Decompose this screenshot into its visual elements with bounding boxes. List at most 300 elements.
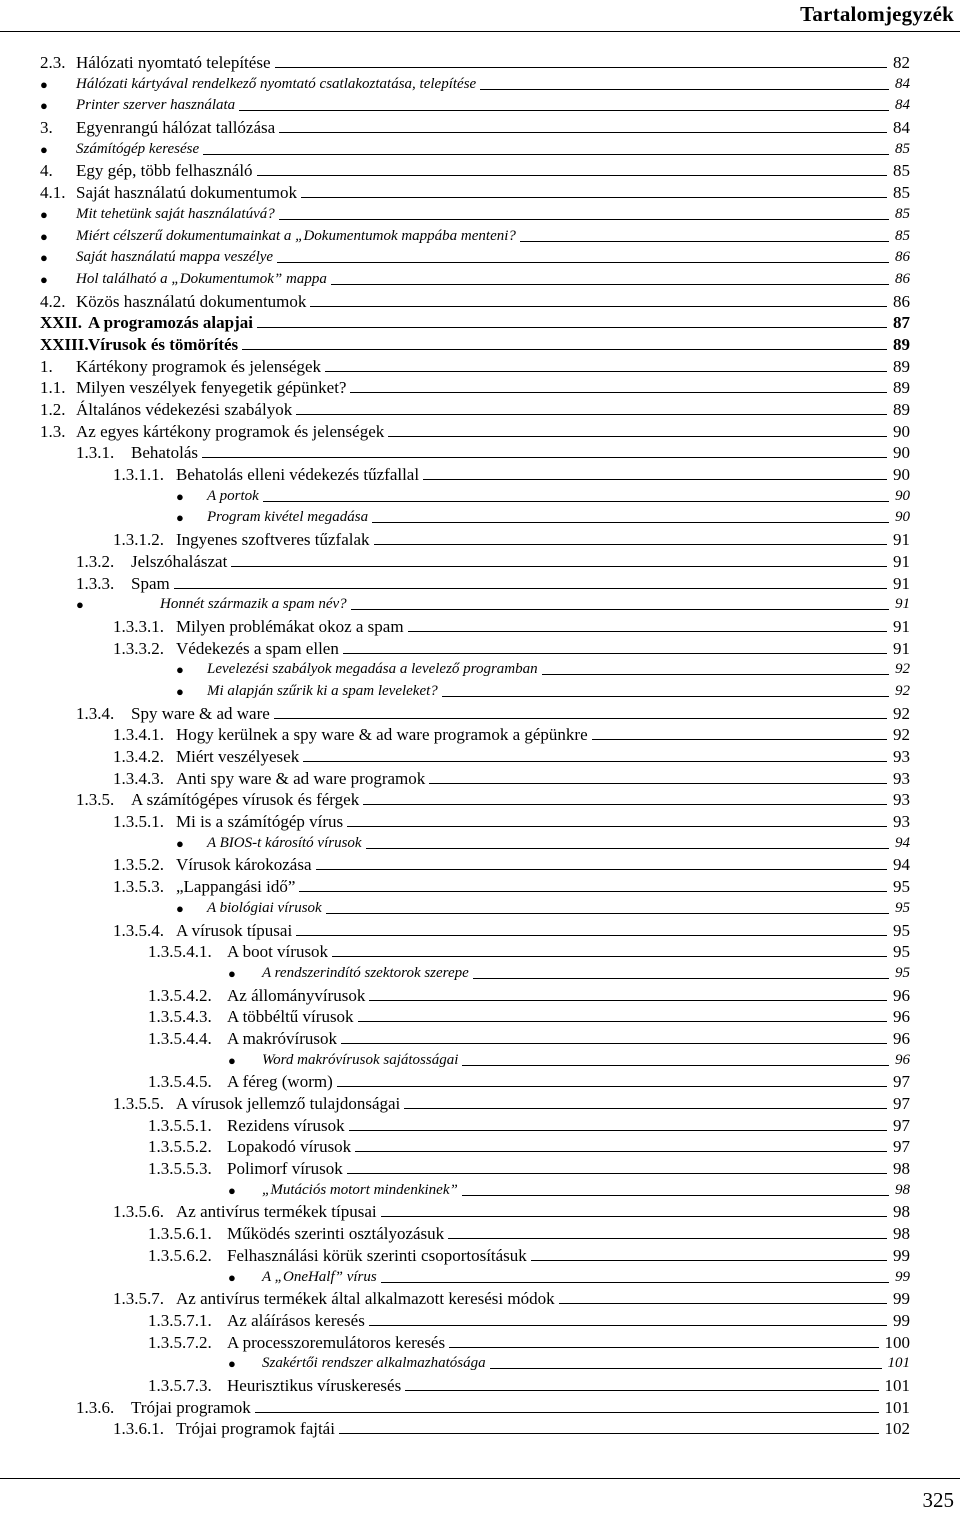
toc-entry-number: 1.: [40, 356, 53, 376]
toc-leader-line: [480, 89, 889, 90]
toc-entry-number: 1.3.5.1.: [113, 812, 164, 832]
toc-page-number: 95: [893, 920, 910, 940]
bullet-icon: ●: [176, 900, 184, 916]
toc-entry-number: 1.3.5.5.: [113, 1094, 164, 1113]
toc-entry-title: A „OneHalf” vírus: [262, 1268, 377, 1285]
toc-leader-line: [542, 674, 889, 675]
toc-page-number: 93: [893, 812, 910, 832]
toc-entry-title: Felhasználási körük szerinti csoportosításuk: [227, 1245, 527, 1265]
toc-leader-line: [381, 1282, 889, 1283]
toc-entry[interactable]: [0, 616, 960, 638]
toc-entry-number: 1.3.5.5.3.: [148, 1159, 212, 1179]
toc-leader-line: [473, 978, 889, 979]
toc-page-number: 84: [895, 75, 910, 92]
toc-entry-title: A portok: [207, 487, 259, 504]
toc-leader-line: [405, 1390, 878, 1391]
toc-page-number: 94: [895, 834, 910, 851]
toc-leader-line: [343, 653, 887, 654]
toc-entry[interactable]: [0, 1093, 960, 1115]
toc-leader-line: [358, 1021, 887, 1022]
toc-page-number: 90: [895, 509, 910, 526]
toc-entry[interactable]: [0, 789, 960, 811]
toc-subentry[interactable]: [0, 898, 960, 920]
toc-page-number: 99: [893, 1310, 910, 1330]
toc-entry-number: 1.3.4.3.: [113, 768, 164, 788]
toc-entry-number: 1.3.4.1.: [113, 725, 164, 745]
toc-entry[interactable]: [0, 1071, 960, 1093]
toc-entry-title: Lopakodó vírusok: [227, 1137, 352, 1157]
toc-leader-line: [363, 804, 887, 805]
toc-entry[interactable]: [0, 551, 960, 573]
toc-page-number: 91: [893, 530, 910, 550]
toc-entry[interactable]: [0, 334, 960, 356]
toc-leader-line: [462, 1065, 889, 1066]
toc-page-number: 91: [893, 551, 910, 571]
toc-subentry[interactable]: [0, 1267, 960, 1289]
toc-entry-number: 1.3.5.6.2.: [148, 1245, 212, 1265]
toc-leader-line: [366, 848, 889, 849]
bullet-icon: ●: [228, 965, 236, 981]
bullet-icon: ●: [176, 835, 184, 851]
toc-leader-line: [388, 436, 887, 437]
bullet-icon: ●: [228, 1052, 236, 1068]
toc-leader-line: [429, 783, 887, 784]
toc-entry-title: Saját használatú mappa veszélye: [76, 249, 274, 266]
toc-entry-title: Saját használatú dokumentumok: [76, 183, 297, 203]
toc-entry[interactable]: [0, 442, 960, 464]
toc-leader-line: [381, 1216, 887, 1217]
toc-entry-number: 1.3.5.6.: [113, 1202, 164, 1222]
toc-entry-title: A vírusok jellemző tulajdonságai: [176, 1094, 401, 1113]
toc-entry-number: 1.3.5.4.3.: [148, 1007, 212, 1027]
toc-entry-number: 1.3.5.4.1.: [148, 942, 212, 962]
toc-page-number: 96: [893, 1028, 910, 1048]
toc-entry[interactable]: [0, 1332, 960, 1354]
toc-entry[interactable]: [0, 1201, 960, 1223]
toc-leader-line: [490, 1368, 882, 1369]
toc-leader-line: [559, 1303, 887, 1304]
toc-leader-line: [350, 392, 887, 393]
toc-entry[interactable]: [0, 1028, 960, 1050]
toc-entry-title: A féreg (worm): [227, 1072, 333, 1092]
toc-entry[interactable]: [0, 356, 960, 378]
toc-entry-title: A BIOS-t károsító vírusok: [207, 834, 362, 851]
toc-entry-number: 1.3.5.7.3.: [148, 1375, 212, 1395]
toc-leader-line: [423, 479, 887, 480]
toc-entry-number: 4.1.: [40, 183, 66, 203]
toc-page-number: 95: [893, 942, 910, 962]
bullet-icon: ●: [176, 662, 184, 678]
toc-entry-title: „Mutációs motort mindenkinek”: [262, 1181, 458, 1198]
toc-subentry[interactable]: [0, 226, 960, 248]
bullet-icon: ●: [176, 683, 184, 699]
table-of-contents: [0, 52, 960, 1440]
toc-entry-number: 1.2.: [40, 400, 66, 419]
toc-leader-line: [296, 935, 887, 936]
toc-leader-line: [299, 891, 887, 892]
toc-leader-line: [174, 588, 887, 589]
toc-leader-line: [448, 1238, 887, 1239]
toc-entry[interactable]: [0, 1418, 960, 1440]
toc-entry-title: Printer szerver használata: [76, 97, 236, 114]
toc-leader-line: [369, 1000, 887, 1001]
toc-subentry[interactable]: [0, 95, 960, 117]
toc-subentry[interactable]: [0, 247, 960, 269]
toc-entry[interactable]: [0, 811, 960, 833]
toc-subentry[interactable]: [0, 833, 960, 855]
toc-entry-title: Mit tehetünk saját használatúvá?: [76, 205, 275, 222]
toc-entry[interactable]: [0, 1136, 960, 1158]
toc-entry-title: „Lappangási idő”: [176, 877, 296, 897]
toc-entry[interactable]: [0, 52, 960, 74]
toc-page-number: 95: [895, 899, 910, 916]
page-number: 325: [922, 1488, 954, 1512]
toc-entry[interactable]: [0, 464, 960, 486]
toc-entry[interactable]: [0, 1288, 960, 1310]
toc-page-number: 96: [893, 1007, 910, 1027]
toc-entry[interactable]: [0, 529, 960, 551]
toc-subentry[interactable]: [0, 659, 960, 681]
toc-subentry[interactable]: [0, 74, 960, 96]
toc-leader-line: [351, 609, 889, 610]
toc-entry-number: 1.3.1.2.: [113, 530, 164, 550]
toc-page-number: 92: [893, 725, 910, 745]
toc-entry-number: 1.3.5.4.: [113, 920, 164, 940]
toc-page-number: 101: [884, 1397, 910, 1417]
toc-entry-number: XXIII.: [40, 334, 89, 354]
toc-entry-title: Jelszóhalászat: [131, 551, 228, 571]
toc-entry-title: Az antivírus termékek által alkalmazott keresési módok: [176, 1289, 555, 1309]
toc-entry-number: 1.3.5.: [76, 790, 115, 810]
toc-entry-title: Hogy kerülnek a spy ware & ad ware programok a gépünkre: [176, 725, 588, 745]
toc-entry[interactable]: [0, 160, 960, 182]
toc-entry-number: 1.3.3.: [76, 573, 115, 593]
toc-page-number: 82: [893, 53, 910, 72]
toc-leader-line: [332, 956, 887, 957]
bullet-icon: ●: [40, 228, 48, 244]
toc-page-number: 85: [893, 183, 910, 203]
toc-page-number: 101: [884, 1375, 910, 1395]
toc-leader-line: [279, 132, 887, 133]
page-header: [0, 0, 960, 34]
toc-page-number: 89: [893, 400, 910, 419]
toc-entry[interactable]: [0, 377, 960, 399]
toc-leader-line: [592, 739, 887, 740]
bullet-icon: ●: [176, 510, 184, 526]
toc-entry-number: 1.3.3.2.: [113, 638, 164, 658]
bullet-icon: ●: [40, 76, 48, 92]
toc-entry-title: Az aláírásos keresés: [227, 1310, 365, 1330]
toc-page-number: 99: [893, 1289, 910, 1309]
toc-page-number: 97: [893, 1094, 910, 1113]
toc-leader-line: [404, 1108, 887, 1109]
toc-entry-title: Vírusok és tömörítés: [88, 334, 239, 354]
toc-entry[interactable]: [0, 399, 960, 421]
toc-entry-title: Szakértői rendszer alkalmazhatósága: [262, 1355, 486, 1372]
toc-entry-title: Heurisztikus víruskeresés: [227, 1375, 402, 1395]
toc-entry-number: 1.3.5.4.5.: [148, 1072, 212, 1092]
toc-entry[interactable]: [0, 1006, 960, 1028]
bullet-icon: ●: [40, 250, 48, 266]
toc-entry-number: 4.2.: [40, 291, 66, 311]
toc-entry-title: Egy gép, több felhasználó: [76, 161, 253, 181]
toc-page-number: 97: [893, 1137, 910, 1157]
toc-entry[interactable]: [0, 768, 960, 790]
toc-subentry[interactable]: [0, 963, 960, 985]
toc-page-number: 100: [884, 1332, 910, 1352]
bullet-icon: ●: [228, 1356, 236, 1372]
toc-page-number: 93: [893, 790, 910, 810]
toc-page-number: 85: [895, 227, 910, 244]
toc-entry-number: 1.3.1.1.: [113, 465, 164, 485]
toc-page-number: 96: [895, 1051, 910, 1068]
toc-leader-line: [520, 241, 889, 242]
toc-leader-line: [442, 696, 889, 697]
toc-page-number: 89: [893, 378, 910, 398]
toc-entry[interactable]: [0, 985, 960, 1007]
bullet-icon: ●: [176, 488, 184, 504]
toc-page-number: 99: [895, 1268, 910, 1285]
toc-entry-title: Az egyes kártékony programok és jelenségek: [76, 421, 385, 441]
toc-leader-line: [531, 1260, 887, 1261]
toc-entry-number: XXII.: [40, 313, 83, 333]
toc-leader-line: [369, 1325, 887, 1326]
toc-entry-title: Word makróvírusok sajátosságai: [262, 1051, 459, 1068]
toc-entry-number: 1.3.6.: [76, 1397, 115, 1417]
bullet-icon: ●: [228, 1269, 236, 1285]
toc-entry[interactable]: [0, 746, 960, 768]
toc-entry-title: Mi is a számítógép vírus: [176, 812, 344, 832]
toc-leader-line: [339, 1433, 879, 1434]
toc-subentry[interactable]: [0, 486, 960, 508]
toc-page-number: 86: [895, 249, 910, 266]
toc-entry-title: Általános védekezési szabályok: [76, 400, 293, 419]
bullet-icon: ●: [228, 1182, 236, 1198]
toc-leader-line: [341, 1043, 887, 1044]
toc-leader-line: [316, 869, 888, 870]
toc-leader-line: [462, 1195, 889, 1196]
toc-entry-number: 3.: [40, 118, 53, 138]
toc-entry[interactable]: [0, 920, 960, 942]
toc-entry-number: 1.3.5.4.4.: [148, 1028, 212, 1048]
toc-entry-number: 1.3.4.2.: [113, 747, 164, 766]
toc-page-number: 85: [895, 140, 910, 157]
toc-page-number: 91: [893, 573, 910, 593]
toc-leader-line: [349, 1130, 887, 1131]
toc-page-number: 95: [895, 964, 910, 981]
toc-subentry[interactable]: [0, 269, 960, 291]
toc-leader-line: [275, 67, 888, 68]
toc-page-number: 101: [887, 1355, 910, 1372]
toc-entry-title: A processzoremulátoros keresés: [227, 1332, 446, 1352]
toc-leader-line: [301, 197, 887, 198]
toc-page-number: 98: [893, 1202, 910, 1222]
toc-subentry[interactable]: [0, 204, 960, 226]
toc-entry-number: 1.3.5.7.: [113, 1289, 164, 1309]
bullet-icon: ●: [40, 141, 48, 157]
toc-entry-title: Levelezési szabályok megadása a levelező programban: [207, 661, 538, 678]
toc-leader-line: [331, 284, 889, 285]
toc-page-number: 85: [893, 161, 910, 181]
toc-entry-title: Számítógép keresése: [76, 140, 200, 157]
toc-subentry[interactable]: [0, 1050, 960, 1072]
toc-entry-number: 1.3.1.: [76, 443, 115, 463]
toc-page-number: 92: [893, 703, 910, 723]
toc-entry-title: Behatolás: [131, 443, 199, 463]
toc-subentry[interactable]: [0, 507, 960, 529]
toc-entry-number: 1.3.5.3.: [113, 877, 164, 897]
toc-entry-title: Hol található a „Dokumentumok” mappa: [76, 270, 327, 287]
toc-entry[interactable]: [0, 1375, 960, 1397]
toc-entry-number: 2.3.: [40, 53, 66, 72]
toc-entry[interactable]: [0, 638, 960, 660]
toc-entry[interactable]: [0, 117, 960, 139]
toc-entry-title: Polimorf vírusok: [227, 1159, 343, 1179]
toc-entry-title: Milyen problémákat okoz a spam: [176, 616, 404, 636]
toc-entry-number: 4.: [40, 161, 53, 181]
toc-entry[interactable]: [0, 1397, 960, 1419]
toc-entry-title: Ingyenes szoftveres tűzfalak: [176, 530, 370, 550]
toc-entry-number: 1.3.5.6.1.: [148, 1224, 212, 1244]
toc-entry-number: 1.3.2.: [76, 551, 115, 571]
toc-page-number: 98: [893, 1224, 910, 1244]
toc-leader-line: [263, 501, 889, 502]
toc-leader-line: [255, 1412, 879, 1413]
toc-page-number: 91: [893, 638, 910, 658]
toc-entry-title: A biológiai vírusok: [207, 899, 322, 916]
bullet-icon: ●: [40, 206, 48, 222]
toc-entry[interactable]: [0, 291, 960, 313]
toc-page-number: 90: [893, 465, 910, 485]
toc-leader-line: [408, 631, 887, 632]
toc-leader-line: [355, 1151, 887, 1152]
toc-entry-number: 1.3.5.7.1.: [148, 1310, 212, 1330]
toc-entry-title: Hálózati nyomtató telepítése: [76, 53, 271, 72]
toc-entry[interactable]: [0, 941, 960, 963]
toc-leader-line: [257, 175, 887, 176]
toc-page-number: 96: [893, 985, 910, 1005]
toc-entry-title: A programozás alapjai: [88, 313, 253, 333]
toc-entry[interactable]: [0, 854, 960, 876]
toc-leader-line: [337, 1086, 887, 1087]
toc-leader-line: [239, 110, 889, 111]
toc-page-number: 93: [893, 747, 910, 766]
page-title: Tartalomjegyzék: [800, 2, 954, 26]
footer-rule: [0, 1478, 960, 1479]
toc-entry-title: Mi alapján szűrik ki a spam leveleket?: [207, 682, 438, 699]
toc-page-number: 90: [895, 487, 910, 504]
toc-page-number: 86: [893, 291, 910, 311]
toc-page-number: 89: [893, 334, 910, 354]
toc-leader-line: [347, 1173, 887, 1174]
toc-entry[interactable]: [0, 703, 960, 725]
toc-page-number: 84: [893, 118, 910, 138]
toc-entry-title: Kártékony programok és jelenségek: [76, 356, 321, 376]
toc-entry-title: Hálózati kártyával rendelkező nyomtató csatlakoztatása, telepítése: [76, 75, 477, 92]
toc-leader-line: [325, 371, 887, 372]
toc-entry[interactable]: [0, 312, 960, 334]
toc-leader-line: [279, 219, 889, 220]
toc-page-number: 93: [893, 768, 910, 788]
toc-page-number: 97: [893, 1072, 910, 1092]
toc-page-number: 91: [893, 616, 910, 636]
toc-entry-number: 1.1.: [40, 378, 66, 398]
toc-page-number: 85: [895, 205, 910, 222]
toc-subentry[interactable]: [0, 1353, 960, 1375]
toc-page-number: 87: [893, 313, 910, 333]
toc-entry-title: A vírusok típusai: [176, 920, 293, 940]
toc-page-number: 97: [893, 1115, 910, 1135]
toc-page-number: 94: [893, 855, 910, 875]
toc-entry[interactable]: [0, 1158, 960, 1180]
toc-entry-title: Egyenrangú hálózat tallózása: [76, 118, 276, 138]
toc-entry-number: 1.3.5.2.: [113, 855, 164, 875]
toc-page-number: 102: [884, 1419, 910, 1439]
toc-entry-title: A számítógépes vírusok és férgek: [131, 790, 360, 810]
toc-entry[interactable]: [0, 1115, 960, 1137]
toc-entry-number: 1.3.5.5.1.: [148, 1115, 212, 1135]
toc-page-number: 84: [895, 97, 910, 114]
toc-page-number: 91: [895, 596, 910, 613]
toc-page-number: 90: [893, 421, 910, 441]
toc-entry[interactable]: [0, 1310, 960, 1332]
toc-entry-title: Spy ware & ad ware: [131, 703, 270, 723]
toc-entry[interactable]: [0, 876, 960, 898]
toc-entry-title: A rendszerindító szektorok szerepe: [262, 964, 469, 981]
toc-entry-title: Az állományvírusok: [227, 985, 366, 1005]
toc-leader-line: [296, 414, 887, 415]
toc-entry[interactable]: [0, 1245, 960, 1267]
toc-entry-number: 1.3.5.7.2.: [148, 1332, 212, 1352]
toc-entry-title: Rezidens vírusok: [227, 1115, 345, 1135]
toc-leader-line: [374, 544, 887, 545]
toc-entry[interactable]: [0, 1223, 960, 1245]
bullet-icon: ●: [76, 597, 84, 613]
toc-subentry[interactable]: [0, 1180, 960, 1202]
toc-entry[interactable]: [0, 421, 960, 443]
toc-leader-line: [257, 327, 887, 328]
toc-entry-number: 1.3.4.: [76, 703, 115, 723]
toc-subentry[interactable]: [0, 681, 960, 703]
toc-page-number: 92: [895, 682, 910, 699]
toc-subentry[interactable]: [0, 594, 960, 616]
toc-page-number: 90: [893, 443, 910, 463]
toc-leader-line: [449, 1347, 878, 1348]
toc-entry-title: A többéltű vírusok: [227, 1007, 354, 1027]
toc-entry-title: Program kivétel megadása: [207, 509, 369, 526]
toc-leader-line: [242, 349, 887, 350]
toc-page-number: 98: [893, 1159, 910, 1179]
toc-entry-title: Működés szerinti osztályozásuk: [227, 1224, 445, 1244]
toc-entry-title: Közös használatú dokumentumok: [76, 291, 307, 311]
toc-entry-number: 1.3.5.4.2.: [148, 985, 212, 1005]
toc-entry-title: Milyen veszélyek fenyegetik gépünket?: [76, 378, 347, 398]
toc-entry-title: A makróvírusok: [227, 1028, 338, 1048]
toc-entry[interactable]: [0, 182, 960, 204]
toc-leader-line: [202, 457, 887, 458]
toc-entry-number: 1.3.: [40, 421, 66, 441]
toc-leader-line: [347, 826, 887, 827]
toc-leader-line: [326, 913, 889, 914]
toc-entry-title: Anti spy ware & ad ware programok: [176, 768, 426, 788]
toc-leader-line: [303, 761, 887, 762]
toc-page-number: 99: [893, 1245, 910, 1265]
toc-subentry[interactable]: [0, 139, 960, 161]
toc-entry[interactable]: [0, 724, 960, 746]
toc-entry[interactable]: [0, 573, 960, 595]
toc-leader-line: [231, 566, 887, 567]
toc-entry-title: Behatolás elleni védekezés tűzfallal: [176, 465, 420, 485]
